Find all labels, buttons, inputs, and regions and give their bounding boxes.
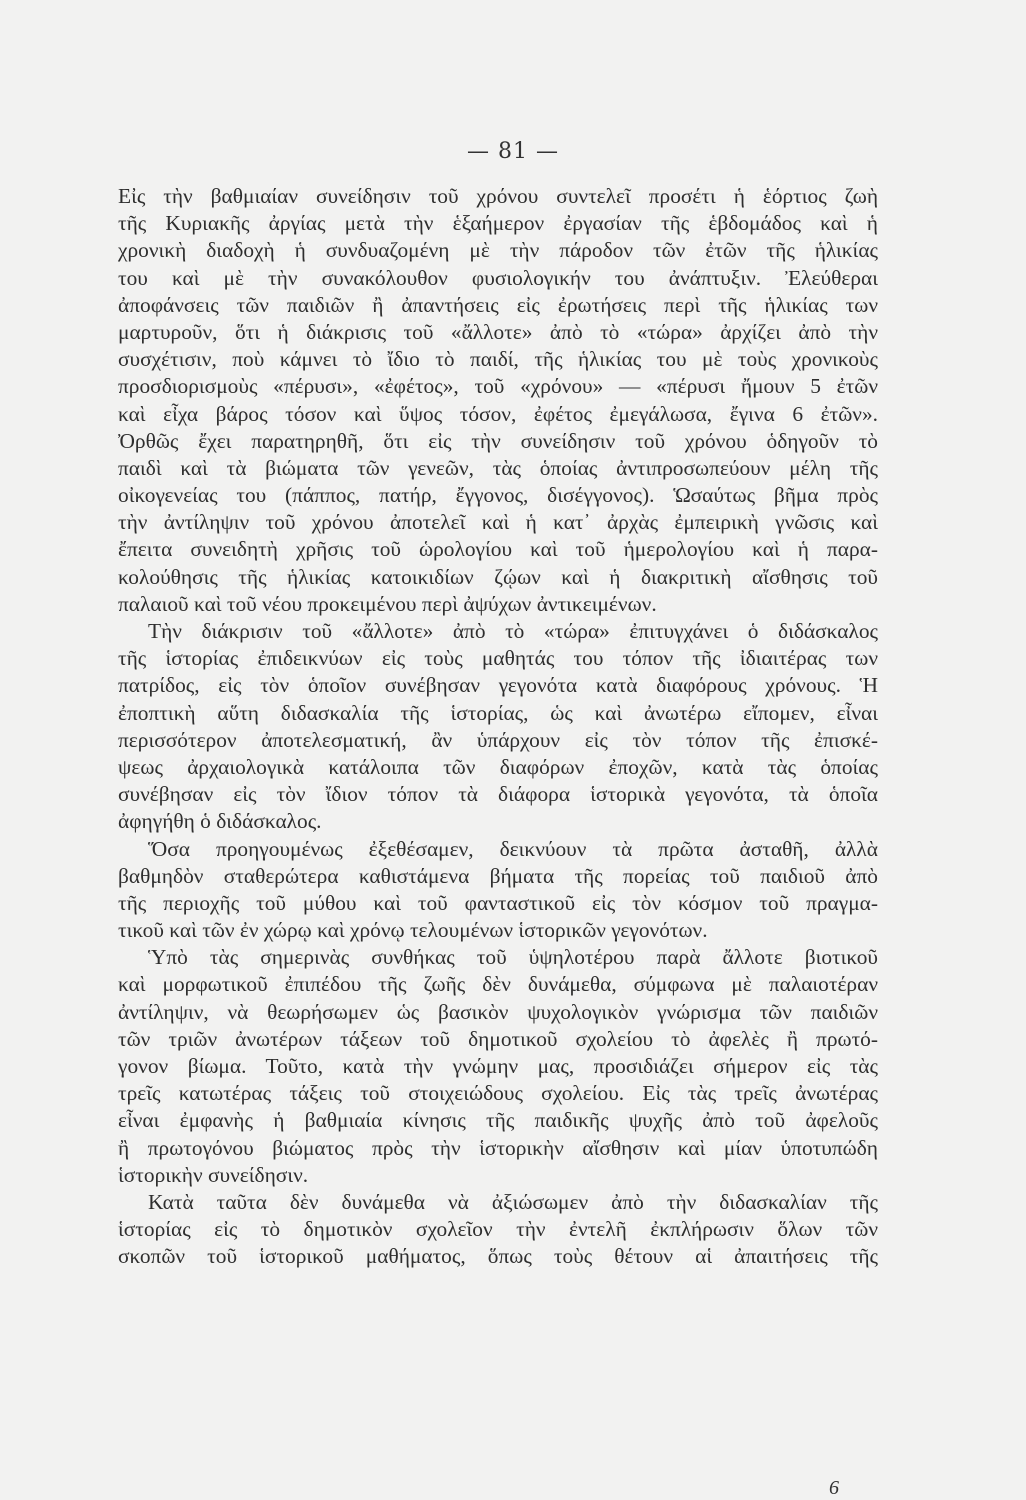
text-line: παλαιοῦ καὶ τοῦ νέου προκειμένου περὶ ἀψύχων ἀντικειμένων. — [118, 591, 657, 616]
text-line: χρονικὴ διαδοχὴ ἡ συνδυαζομένη μὲ τὴν πάροδον τῶν ἐτῶν τῆς ἡλικίας — [118, 238, 878, 263]
text-line: τρεῖς κατωτέρας τάξεις τοῦ στοιχειώδους σχολείου. Εἰς τὰς τρεῖς ἀνωτέρας — [118, 1081, 878, 1106]
text-line: γονον βίωμα. Τοῦτο, κατὰ τὴν γνώμην μας, προσιδιάζει σήμερον εἰς τὰς — [118, 1054, 878, 1078]
text-line: ἀποφάνσεις τῶν παιδιῶν ἢ ἀπαντήσεις εἰς ἐρωτήσεις περὶ τῆς ἡλικίας των — [118, 292, 878, 317]
text-line: βαθμηδὸν σταθερώτερα καθιστάμενα βήματα τῆς πορείας τοῦ παιδιοῦ ἀπὸ — [118, 863, 878, 888]
text-line: ἢ πρωτογόνου βιώματος πρὸς τὴν ἱστορικὴν αἴσθησιν καὶ μίαν ὑποτυπώδη — [118, 1135, 878, 1160]
text-line: μαρτυροῦν, ὅτι ἡ διάκρισις τοῦ «ἄλλοτε» ἀπὸ τὸ «τώρα» ἀρχίζει ἀπὸ τὴν — [118, 319, 878, 344]
text-line: Τὴν διάκρισιν τοῦ «ἄλλοτε» ἀπὸ τὸ «τώρα» ἐπιτυγχάνει ὁ διδάσκαλος — [148, 619, 878, 643]
text-line: Ὀρθῶς ἔχει παρατηρηθῆ, ὅτι εἰς τὴν συνείδησιν τοῦ χρόνου ὁδηγοῦν τὸ — [118, 428, 878, 453]
text-line: εἶναι ἐμφανὴς ἡ βαθμιαία κίνησις τῆς παιδικῆς ψυχῆς ἀπὸ τοῦ ἀφελοῦς — [118, 1108, 878, 1133]
text-line: ἱστορικὴν συνείδησιν. — [118, 1162, 309, 1187]
text-line: τὴν ἀντίληψιν τοῦ χρόνου ἀποτελεῖ καὶ ἡ κατ᾿ ἀρχὰς ἐμπειρικὴ γνῶσις καὶ — [118, 510, 878, 535]
text-line: Ὅσα προηγουμένως ἐξεθέσαμεν, δεικνύουν τὰ πρῶτα ἀσταθῆ, ἀλλὰ — [148, 836, 878, 861]
text-line: τῆς περιοχῆς τοῦ μύθου καὶ τοῦ φανταστικοῦ εἰς τὸν κόσμον τοῦ πραγμα- — [118, 890, 878, 915]
text-line: τῶν τριῶν ἀνωτέρων τάξεων τοῦ δημοτικοῦ σχολείου τὸ ἀφελὲς ἢ πρωτό- — [118, 1026, 878, 1051]
text-line: Κατὰ ταῦτα δὲν δυνάμεθα νὰ ἀξιώσωμεν ἀπὸ τὴν διδασκαλίαν τῆς — [148, 1189, 878, 1214]
text-line: περισσότερον ἀποτελεσματική, ἂν ὑπάρχουν εἰς τὸν τόπον τῆς ἐπισκέ- — [118, 727, 878, 752]
text-line: κολούθησις τῆς ἡλικίας κατοικιδίων ζῴων καὶ ἡ διακριτικὴ αἴσθησις τοῦ — [118, 564, 878, 589]
text-line: ἀφηγήθη ὁ διδάσκαλος. — [118, 809, 322, 834]
text-line: παιδὶ καὶ τὰ βιώματα τῶν γενεῶν, τὰς ὁποίας ἀντιπροσωπεύουν μέλη τῆς — [118, 455, 878, 480]
text-line: οἰκογενείας του (πάππος, πατήρ, ἔγγονος, δισέγγονος). Ὡσαύτως βῆμα πρὸς — [118, 483, 878, 508]
text-line: Ὑπὸ τὰς σημερινὰς συνθήκας τοῦ ὑψηλοτέρου παρὰ ἄλλοτε βιοτικοῦ — [148, 945, 878, 970]
body-text — [118, 183, 878, 1271]
text-line: ἔπειτα συνειδητὴ χρῆσις τοῦ ὡρολογίου καὶ τοῦ ἡμερολογίου καὶ ἡ παρα- — [118, 537, 878, 562]
text-line: συσχέτισιν, ποὺ κάμνει τὸ ἴδιο τὸ παιδί, τῆς ἡλικίας του μὲ τοὺς χρονικοὺς — [118, 347, 878, 372]
signature-mark: 6 — [829, 1477, 839, 1499]
text-line: καὶ εἶχα βάρος τόσον καὶ ὕψος τόσον, ἐφέτος ἐμεγάλωσα, ἔγινα 6 ἐτῶν». — [118, 401, 878, 426]
text-line: ἀντίληψιν, νὰ θεωρήσωμεν ὡς βασικὸν ψυχολογικὸν γνώρισμα τῶν παιδιῶν — [118, 999, 878, 1024]
text-line: σκοπῶν τοῦ ἱστορικοῦ μαθήματος, ὅπως τοὺς θέτουν αἱ ἀπαιτήσεις τῆς — [118, 1244, 878, 1269]
text-line: Εἰς τὴν βαθμιαίαν συνείδησιν τοῦ χρόνου συντελεῖ προσέτι ἡ ἑόρτιος ζωὴ — [118, 184, 878, 208]
text-line: συνέβησαν εἰς τὸν ἴδιον τόπον τὰ διάφορα ἱστορικὰ γεγονότα, τὰ ὁποῖα — [118, 782, 878, 807]
text-line: πατρίδος, εἰς τὸν ὁποῖον συνέβησαν γεγονότα κατὰ διαφόρους χρόνους. Ἡ — [118, 673, 878, 698]
text-line: ψεως ἀρχαιολογικὰ κατάλοιπα τῶν διαφόρων ἐποχῶν, κατὰ τὰς ὁποίας — [118, 754, 878, 779]
text-line: καὶ μορφωτικοῦ ἐπιπέδου τῆς ζωῆς δὲν δυνάμεθα, σύμφωνα μὲ παλαιοτέραν — [118, 972, 878, 997]
text-line: του καὶ μὲ τὴν συνακόλουθον φυσιολογικήν του ἀνάπτυξιν. Ἐλεύθεραι — [118, 265, 878, 290]
text-line: προσδιορισμοὺς «πέρυσι», «ἐφέτος», τοῦ «χρόνου» — «πέρυσι ἤμουν 5 ἐτῶν — [118, 374, 878, 399]
text-line: ἱστορίας εἰς τὸ δημοτικὸν σχολεῖον τὴν ἐντελῆ ἐκπλήρωσιν ὅλων τῶν — [118, 1217, 878, 1242]
text-line: τικοῦ καὶ τῶν ἐν χώρῳ καὶ χρόνῳ τελουμένων ἱστορικῶν γεγονότων. — [118, 918, 708, 943]
page-number: — 81 — — [467, 139, 559, 164]
text-line: τῆς Κυριακῆς ἀργίας μετὰ τὴν ἑξαήμερον ἐργασίαν τῆς ἑβδομάδος καὶ ἡ — [118, 211, 878, 236]
text-line: τῆς ἱστορίας ἐπιδεικνύων εἰς τοὺς μαθητάς του τόπον τῆς ἰδιαιτέρας των — [118, 646, 878, 671]
text-line: ἐποπτικὴ αὕτη διδασκαλία τῆς ἱστορίας, ὡς καὶ ἀνωτέρω εἴπομεν, εἶναι — [118, 700, 878, 725]
